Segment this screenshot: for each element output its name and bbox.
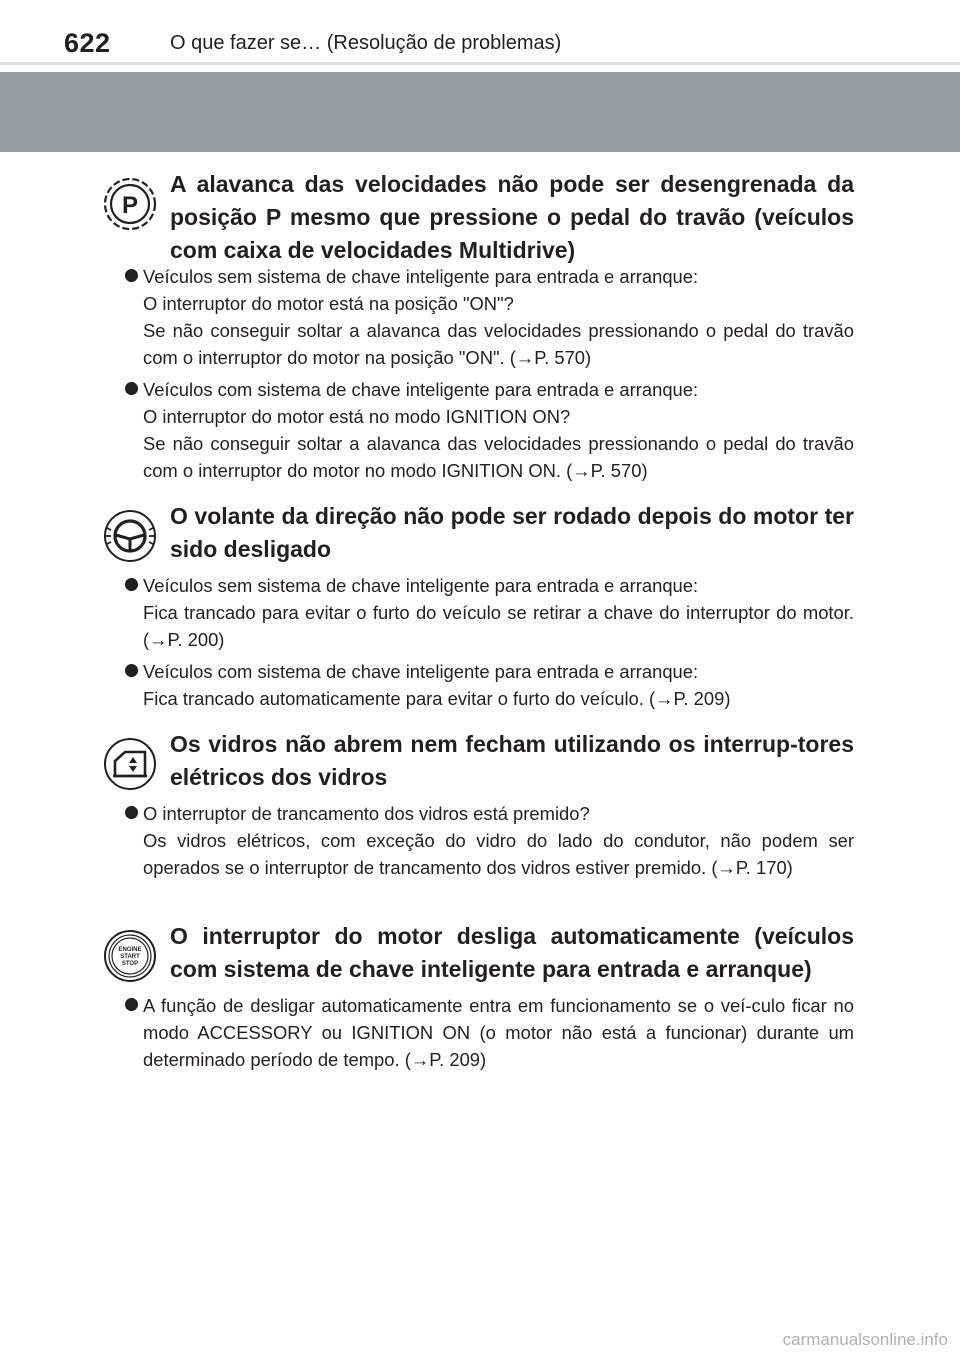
bullet-icon	[125, 998, 138, 1011]
bullet-icon	[125, 578, 138, 591]
engine-button-label: STOP	[121, 961, 139, 967]
bullet-icon	[125, 806, 138, 819]
item-line: Se não conseguir soltar a alavanca das velocidades pressionando o pedal do travão com o interruptor do motor no modo IGNITION ON. (→P. 570)	[143, 433, 854, 481]
shift-lever-p-label: P	[121, 192, 139, 219]
item-line: O interruptor do motor está na posição "ON"?	[143, 293, 514, 314]
item-line: A função de desligar automaticamente entra em funcionamento se o veí-culo ficar no modo ACCESSORY ou IGNITION ON (o motor não está a funcionar) durante um determinado período de tempo. (→P. 209)	[143, 995, 854, 1070]
item-list	[0, 800, 960, 886]
page-header-title: O que fazer se… (Resolução de problemas)	[170, 32, 562, 54]
item-line: Veículos com sistema de chave inteligente para entrada e arranque:	[143, 379, 699, 400]
item-line: Os vidros elétricos, com exceção do vidro do lado do condutor, não podem ser operados se o interruptor de trancamento dos vidros estiver premido. (→P. 170)	[143, 830, 854, 878]
list-item	[0, 800, 960, 881]
list-item	[0, 992, 960, 1073]
item-line: Fica trancado automaticamente para evitar o furto do veículo. (→P. 209)	[143, 688, 731, 709]
header-divider	[0, 62, 960, 65]
item-line: Veículos sem sistema de chave inteligente para entrada e arranque:	[143, 266, 699, 287]
engine-button-label: START	[120, 954, 140, 960]
chapter-band	[0, 72, 960, 152]
item-line: Fica trancado para evitar o furto do veículo se retirar a chave do interruptor do motor. (→P. 200)	[143, 602, 854, 650]
list-item	[0, 376, 960, 484]
section-title: O interruptor do motor desliga automaticamente (veículos com sistema de chave inteligente para entrada e arranque)	[170, 923, 854, 982]
section-title: O volante da direção não pode ser rodado depois do motor ter sido desligado	[170, 503, 854, 562]
engine-button-label: ENGINE	[118, 947, 142, 953]
list-item	[0, 263, 960, 371]
engine-start-stop-button-icon	[102, 928, 158, 984]
page-header	[0, 0, 960, 66]
item-line: Veículos sem sistema de chave inteligente para entrada e arranque:	[143, 575, 699, 596]
item-list	[0, 572, 960, 717]
bullet-icon	[125, 269, 138, 282]
section-title: A alavanca das velocidades não pode ser desengrenada da posição P mesmo que pressione o pedal do travão (veículos com caixa de velocidades Multidrive)	[170, 171, 854, 263]
shift-lever-p-icon	[102, 176, 158, 232]
item-list	[0, 263, 960, 489]
item-list	[0, 992, 960, 1078]
item-line: O interruptor de trancamento dos vidros está premido?	[143, 803, 590, 824]
item-line: O interruptor do motor está no modo IGNITION ON?	[143, 406, 571, 427]
list-item	[0, 572, 960, 653]
bullet-icon	[125, 382, 138, 395]
power-window-icon	[102, 736, 158, 792]
list-item	[0, 658, 960, 712]
bullet-icon	[125, 664, 138, 677]
page-number: 622	[64, 28, 111, 58]
section-title: Os vidros não abrem nem fecham utilizando os interrup-tores elétricos dos vidros	[170, 731, 854, 790]
item-line: Veículos com sistema de chave inteligente para entrada e arranque:	[143, 661, 699, 682]
footer-watermark: carmanualsonline.info	[782, 1330, 948, 1349]
steering-wheel-lock-icon	[102, 508, 158, 564]
item-line: Se não conseguir soltar a alavanca das velocidades pressionando o pedal do travão com o interruptor do motor na posição "ON". (→P. 570)	[143, 320, 854, 368]
